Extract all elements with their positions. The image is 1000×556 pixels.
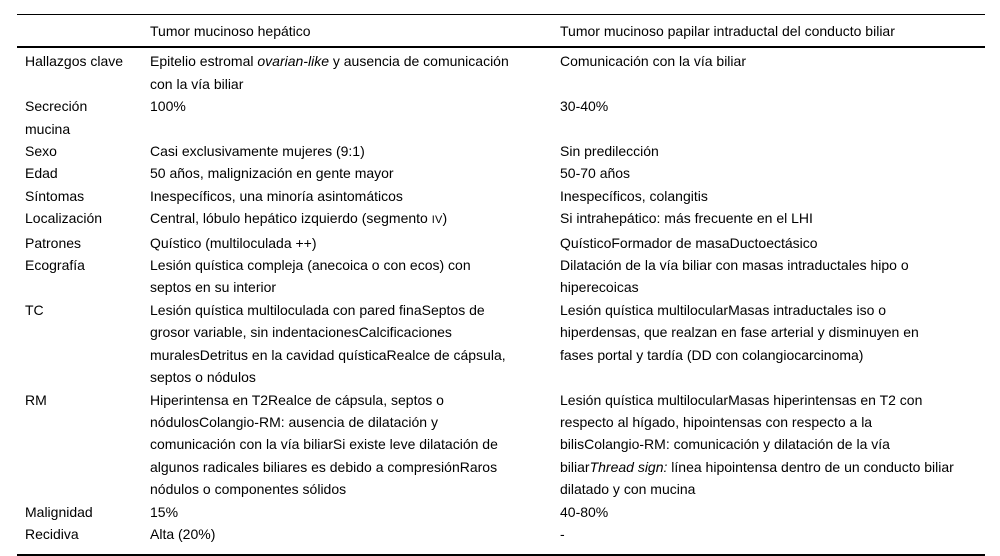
cell-tumor-mucinoso-hepatico [150,207,560,231]
table-row [17,254,985,299]
table-row [17,47,985,95]
cell-tumor-papilar-intraductal [560,207,985,231]
table-row [17,232,985,254]
cell-tumor-mucinoso-hepatico [150,523,560,555]
text-segment: Epitelio estromal [150,53,258,70]
cell-tumor-mucinoso-hepatico [150,47,560,95]
table-row [17,207,985,231]
cell-tumor-papilar-intraductal [560,47,985,95]
text-segment: Sin predilección [560,143,659,160]
text-segment: y ausencia de comunicación con la vía biliar [150,53,509,92]
text-segment: Quístico (multiloculada ++) [150,234,317,251]
cell-tumor-mucinoso-hepatico [150,95,560,140]
cell-tumor-mucinoso-hepatico [150,232,560,254]
text-segment: Casi exclusivamente mujeres (9:1) [150,143,365,160]
text-segment: 40-80% [560,503,609,520]
italic-text-segment: ovarian-like [257,53,329,70]
smallcaps-text-segment: IV [431,214,443,227]
table-row [17,185,985,207]
row-label: RM [25,391,47,408]
cell-tumor-mucinoso-hepatico [150,254,560,299]
text-segment: 30-40% [560,98,609,115]
text-segment: 15% [150,503,179,520]
text-segment: Hiperintensa en T2Realce de cápsula, septos o nódulosColangio-RM: ausencia de dilatación y comunicación con la vía biliarSi existe leve dilatación de algunos radicales biliares es debido a compresiónRaros nódulos o componentes sólidos [150,391,498,498]
text-segment: ) [442,210,448,227]
text-segment: QuísticoFormador de masaDuctoectásico [560,234,818,251]
row-label: Localización [25,210,103,227]
text-segment: Lesión quística multiloculada con pared finaSeptos de grosor variable, sin indentacionesCalcificaciones muralesDetritus en la cavidad quísticaRealce de cápsula, septos o nódulos [150,301,506,386]
text-segment: Si intrahepático: más frecuente en el LHI [560,210,813,227]
cell-tumor-papilar-intraductal [560,232,985,254]
text-segment: Lesión quística compleja (anecoica o con ecos) con septos en su interior [150,257,471,296]
table-row [17,95,985,140]
table-row [17,299,985,389]
text-segment: Lesión quística multilocularMasas intraductales iso o hiperdensas, que realzan en fase arterial y disminuyen en fases portal y tardía (DD con colangiocarcinoma) [560,301,919,363]
text-segment: Inespecíficos, colangitis [560,187,708,204]
cell-tumor-papilar-intraductal [560,389,985,501]
table-header [17,15,985,48]
cell-tumor-papilar-intraductal [560,254,985,299]
header-tumor-papilar-intraductal: Tumor mucinoso papilar intraductal del conducto biliar [560,23,895,39]
italic-text-segment: Thread sign: [589,458,668,475]
text-segment: Comunicación con la vía biliar [560,53,746,70]
cell-tumor-papilar-intraductal [560,185,985,207]
cell-tumor-papilar-intraductal [560,140,985,162]
cell-tumor-papilar-intraductal [560,162,985,184]
row-label: Síntomas [25,187,85,204]
cell-tumor-mucinoso-hepatico [150,299,560,389]
row-label: Recidiva [25,525,79,542]
text-segment: Inespecíficos, una minoría asintomáticos [150,187,403,204]
table-header-row [17,15,985,48]
cell-tumor-papilar-intraductal [560,299,985,389]
table-row [17,501,985,523]
row-label: Ecografía [25,257,85,274]
table-row [17,523,985,555]
row-label: Edad [25,165,58,182]
text-segment: Dilatación de la vía biliar con masas intraductales hipo o hiperecoicas [560,257,909,296]
text-segment: 100% [150,98,186,115]
row-label: Patrones [25,234,82,251]
text-segment: Central, lóbulo hepático izquierdo (segmento [150,210,432,227]
cell-tumor-mucinoso-hepatico [150,140,560,162]
text-segment: Lesión quística multilocularMasas hiperintensas en T2 con respecto al hígado, hipointensas con respecto a la bilisColangio-RM: comunicación y dilatación de la vía biliar [560,391,923,475]
row-label: Sexo [25,143,57,160]
text-segment: 50-70 años [560,165,631,182]
table-row [17,140,985,162]
cell-tumor-mucinoso-hepatico [150,389,560,501]
cell-tumor-papilar-intraductal [560,501,985,523]
text-segment: línea hipointensa dentro de un conducto biliar dilatado y con mucina [560,458,954,498]
cell-tumor-mucinoso-hepatico [150,185,560,207]
row-label: TC [25,301,44,318]
table-row [17,389,985,501]
cell-tumor-papilar-intraductal [560,95,985,140]
text-segment: Alta (20%) [150,525,216,542]
row-label: Hallazgos clave [25,53,124,70]
tumor-comparison-table [17,14,985,556]
text-segment: - [560,525,565,542]
text-segment: 50 años, malignización en gente mayor [150,165,394,182]
table-body [17,47,985,555]
cell-tumor-papilar-intraductal [560,523,985,555]
header-tumor-mucinoso-hepatico: Tumor mucinoso hepático [150,23,311,39]
row-label: Secreción mucina [25,98,88,137]
table-row [17,162,985,184]
cell-tumor-mucinoso-hepatico [150,501,560,523]
row-label: Malignidad [25,503,93,520]
cell-tumor-mucinoso-hepatico [150,162,560,184]
header-empty-cell [17,15,150,48]
